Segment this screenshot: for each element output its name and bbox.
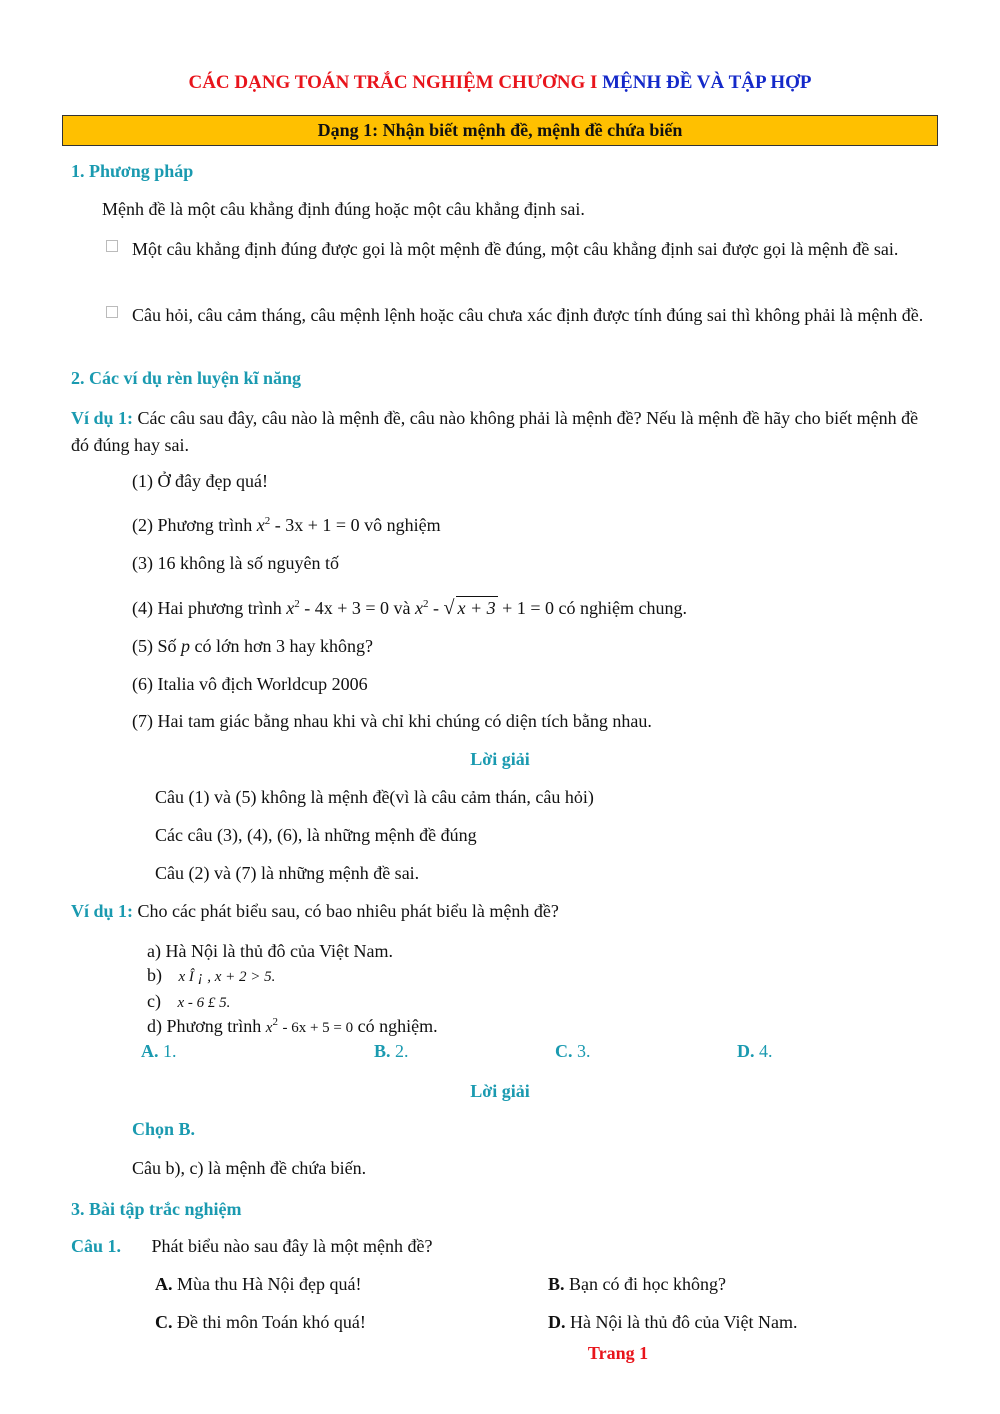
option-d-label: D. (548, 1312, 566, 1332)
item5-var: p (181, 636, 190, 656)
item4-eq2-rest: + 1 = 0 (502, 598, 554, 618)
item2-prefix: (2) Phương trình (132, 515, 253, 535)
example1-item4: (4) Hai phương trình $x^2 - 4x + 3 = 0$ và $x^2$ - √ x + 3 + 1 = 0 có nghiệm chung. (132, 597, 687, 619)
question1-text: Phát biểu nào sau đây là một mệnh đề? (151, 1236, 433, 1256)
statement-d-x: x (265, 1020, 273, 1036)
example1-solution-line2: Các câu (3), (4), (6), là những mệnh đề đúng (155, 825, 477, 845)
title-blue-part: MỆNH ĐỀ VÀ TẬP HỢP (602, 72, 812, 93)
example1-item3: (3) 16 không là số nguyên tố (132, 553, 339, 573)
option-d-text: 4. (759, 1041, 773, 1061)
section2-heading: 2. Các ví dụ rèn luyện kĩ năng (71, 368, 302, 388)
question1-option-a[interactable] (155, 1273, 361, 1295)
example2-option-c[interactable] (555, 1040, 591, 1062)
example1-item5 (132, 635, 373, 657)
title-red-part: CÁC DẠNG TOÁN TRẮC NGHIỆM CHƯƠNG I (188, 72, 598, 93)
example2-text: Cho các phát biểu sau, có bao nhiêu phát biểu là mệnh đề? (137, 901, 559, 921)
option-a-label: A. (141, 1041, 159, 1061)
section3-heading: 3. Bài tập trắc nghiệm (71, 1199, 242, 1219)
option-b-label: B. (374, 1041, 391, 1061)
item4-eq1-x: x (286, 598, 295, 618)
example1-solution-heading: Lời giải (470, 749, 530, 769)
item4-suffix: có nghiệm chung. (558, 598, 687, 618)
question1-label: Câu 1. (71, 1236, 122, 1256)
statement-b-label: b) (147, 965, 162, 985)
item4-eq1-rest: - 4x + 3 = 0 (304, 598, 390, 618)
statement-d-prefix: d) Phương trình (147, 1016, 262, 1036)
option-b-text: 2. (395, 1041, 409, 1061)
item2-math-x: x (256, 515, 265, 535)
item4-eq2-x: x (415, 598, 424, 618)
option-b-text: Bạn có đi học không? (569, 1274, 726, 1294)
example1-text: Các câu sau đây, câu nào là mệnh đề, câu nào không phải là mệnh đề? Nếu là mệnh đề hãy cho biết mệnh đề đó đúng hay sai. (71, 408, 919, 455)
section1-bullet1: Một câu khẳng định đúng được gọi là một mệnh đề đúng, một câu khẳng định sai được gọi là mệnh đề sai. (132, 239, 899, 259)
question1-option-b[interactable] (548, 1273, 726, 1295)
example2-solution-heading: Lời giải (470, 1081, 530, 1101)
example1-item7: (7) Hai tam giác bằng nhau khi và chỉ khi chúng có diện tích bằng nhau. (132, 711, 652, 731)
dang1-heading-box: Dạng 1: Nhận biết mệnh đề, mệnh đề chứa biến (62, 115, 938, 146)
item5-prefix: (5) Số (132, 636, 177, 656)
option-c-label: C. (155, 1312, 173, 1332)
sqrt-icon: √ (443, 597, 455, 619)
item2-math-rest: - 3x + 1 = 0 (274, 515, 360, 535)
item4-prefix: (4) Hai phương trình (132, 598, 282, 618)
example2-statement-d: d) Phương trình $x^2 - 6x + 5 = 0$ có nghiệm. (147, 1016, 438, 1036)
question1-option-d[interactable] (548, 1311, 798, 1333)
statement-d-rest: - 6x + 5 = 0 (282, 1020, 354, 1036)
item4-eq2-minus: - (433, 598, 440, 618)
example2-label: Ví dụ 1: (71, 901, 134, 921)
example2-option-b[interactable] (374, 1040, 409, 1062)
page-title (0, 72, 1000, 94)
item5-suffix: có lớn hơn 3 hay không? (194, 636, 374, 656)
example1-item6: (6) Italia vô địch Worldcup 2006 (132, 674, 368, 694)
example1-solution-line3: Câu (2) và (7) là những mệnh đề sai. (155, 863, 420, 883)
example1-question (71, 405, 929, 459)
example1-item2: (2) Phương trình $x^2 - 3x + 1 = 0$ vô nghiệm (132, 515, 441, 535)
option-d-label: D. (737, 1041, 755, 1061)
example2-option-d[interactable] (737, 1040, 773, 1062)
option-a-text: 1. (163, 1041, 177, 1061)
item4-and: và (393, 598, 411, 618)
statement-d-suffix: có nghiệm. (357, 1016, 438, 1036)
example2-statement-c (147, 990, 230, 1014)
option-d-text: Hà Nội là thủ đô của Việt Nam. (570, 1312, 798, 1332)
example1-solution-line1: Câu (1) và (5) không là mệnh đề(vì là câu cảm thán, câu hỏi) (155, 787, 594, 807)
checkbox-bullet-icon (106, 306, 118, 318)
example2-option-a[interactable] (141, 1040, 177, 1062)
option-c-label: C. (555, 1041, 573, 1061)
example2-chosen-answer: Chọn B. (132, 1119, 196, 1139)
section1-intro: Mệnh đề là một câu khẳng định đúng hoặc một câu khẳng định sai. (102, 199, 585, 219)
example2-statement-b (147, 964, 275, 988)
item2-suffix: vô nghiệm (364, 515, 441, 535)
option-c-text: Đề thi môn Toán khó quá! (177, 1312, 366, 1332)
page-number: Trang 1 (587, 1343, 649, 1363)
option-c-text: 3. (577, 1041, 591, 1061)
section1-bullet2: Câu hỏi, câu cảm tháng, câu mệnh lệnh hoặc câu chưa xác định được tính đúng sai thì không phải là mệnh đề. (132, 305, 924, 325)
question1 (71, 1235, 432, 1257)
statement-c-math: x - 6 £ 5. (177, 995, 231, 1011)
item4-sqrt-content: x + 3 (457, 598, 496, 618)
statement-b-math: x Î ¡ , x + 2 > 5. (178, 969, 276, 985)
option-a-label: A. (155, 1274, 173, 1294)
section1-heading: 1. Phương pháp (71, 161, 194, 181)
checkbox-bullet-icon (106, 240, 118, 252)
option-b-label: B. (548, 1274, 565, 1294)
example2-question (71, 900, 559, 922)
statement-c-label: c) (147, 991, 161, 1011)
example1-item1: (1) Ở đây đẹp quá! (132, 471, 268, 491)
example1-label: Ví dụ 1: (71, 408, 134, 428)
option-a-text: Mùa thu Hà Nội đẹp quá! (177, 1274, 362, 1294)
example2-explanation: Câu b), c) là mệnh đề chứa biến. (132, 1158, 367, 1178)
example2-statement-a: a) Hà Nội là thủ đô của Việt Nam. (147, 941, 394, 961)
question1-option-c[interactable] (155, 1311, 366, 1333)
